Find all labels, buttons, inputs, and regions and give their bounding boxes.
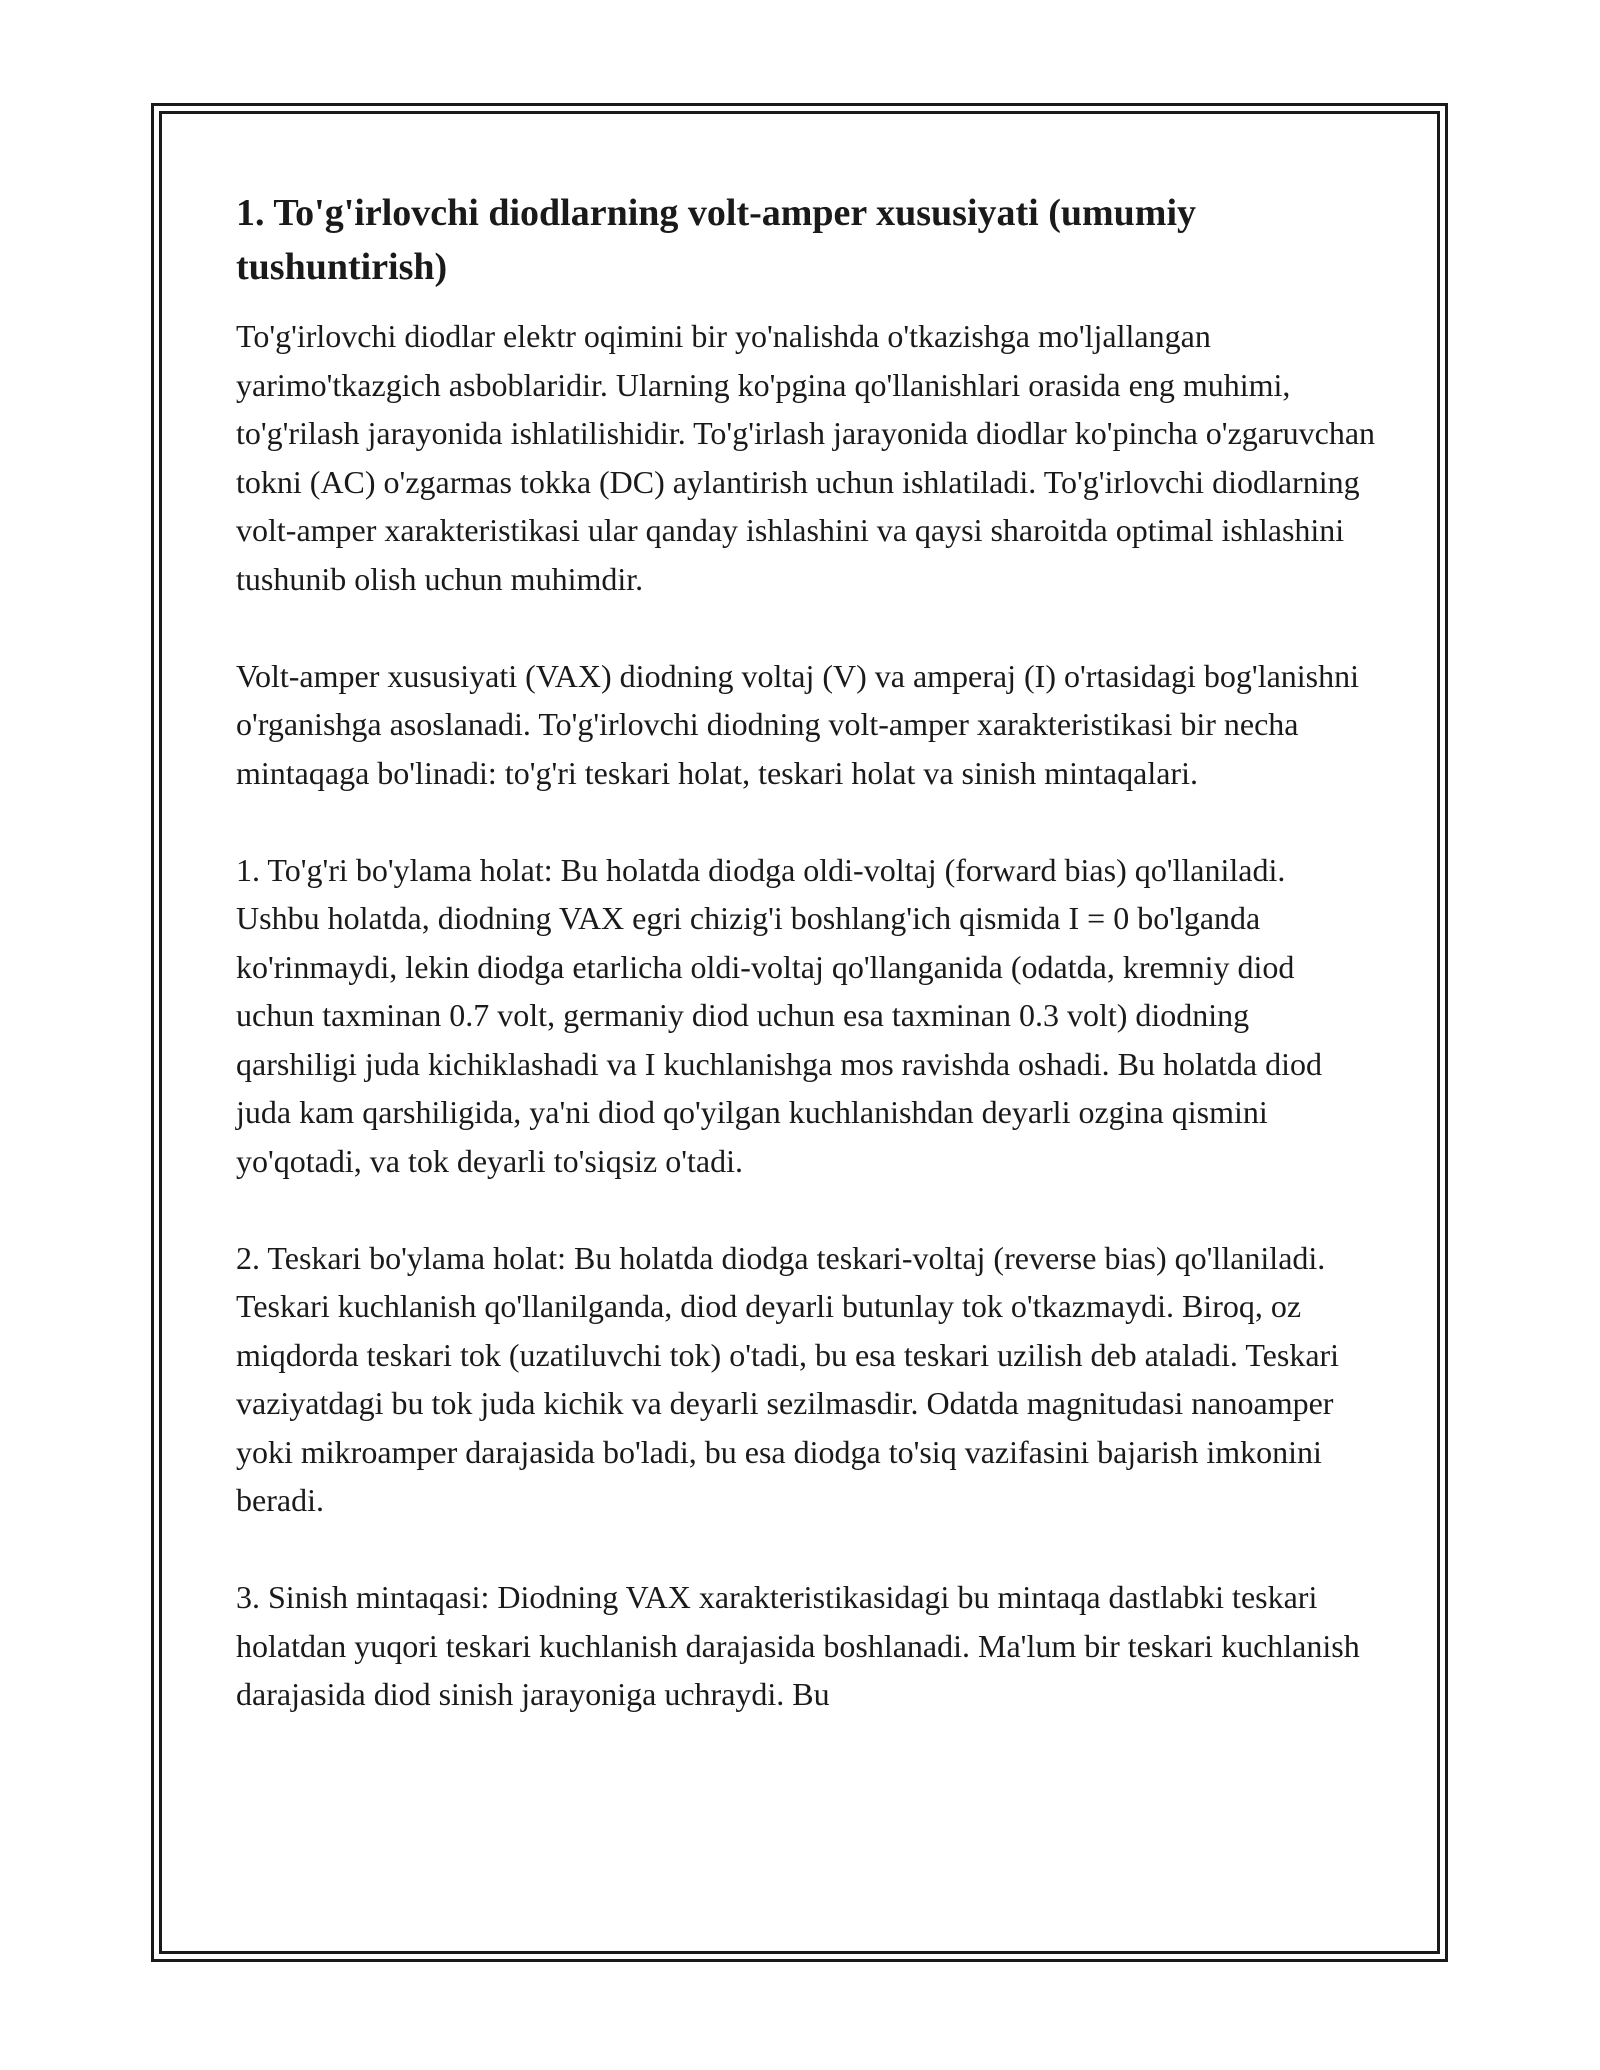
paragraph-breakdown-region: 3. Sinish mintaqasi: Diodning VAX xarakteristikasidagi bu mintaqa dastlabki teskari holatdan yuqori teskari kuchlanish darajasida boshlanadi. Ma'lum bir teskari kuchlanish darajasida diod sinish jarayoniga uchraydi. Bu <box>236 1579 1360 1712</box>
section-heading: 1. To'g'irlovchi diodlarning volt-amper xususiyati (umumiy tushuntirish) <box>236 192 1197 288</box>
paragraph-reverse-bias: 2. Teskari bo'ylama holat: Bu holatda diodga teskari-voltaj (reverse bias) qo'llaniladi. Teskari kuchlanish qo'llanilganda, diod deyarli butunlay tok o'tkazmaydi. Biroq, oz miqdorda teskari tok (uzatiluvchi tok) o'tadi, bu esa teskari uzilish deb ataladi. Teskari vaziyatdagi bu tok juda kichik va deyarli sezilmasdir. Odatda magnitudasi nanoamper yoki mikroamper darajasida bo'ladi, bu esa diodga to'siq vazifasini bajarish imkonini beradi. <box>236 1239 1340 1518</box>
paragraph-forward-bias: 1. To'g'ri bo'ylama holat: Bu holatda diodga oldi-voltaj (forward bias) qo'llaniladi. Ushbu holatda, diodning VAX egri chizig'i boshlang'ich qismida I = 0 bo'lganda ko'rinmaydi, lekin diodga etarlicha oldi-voltaj qo'llanganida (odatda, kremniy diod uchun taxminan 0.7 volt, germaniy diod uchun esa taxminan 0.3 volt) diodning qarshiligi juda kichiklashadi va I kuchlanishga mos ravishda oshadi. Bu holatda diod juda kam qarshiligida, ya'ni diod qo'yilgan kuchlanishdan deyarli ozgina qismini yo'qotadi, va tok deyarli to'siqsiz o'tadi. <box>236 851 1323 1179</box>
paragraph-vax-definition: Volt-amper xususiyati (VAX) diodning voltaj (V) va amperaj (I) o'rtasidagi bog'lanishni o'rganishga asoslanadi. To'g'irlovchi diodning volt-amper xarakteristikasi bir necha mintaqaga bo'linadi: to'g'ri teskari holat, teskari holat va sinish mintaqalari. <box>236 657 1360 791</box>
paragraph-intro: To'g'irlovchi diodlar elektr oqimini bir yo'nalishda o'tkazishga mo'ljallangan yarimo'tkazgich asboblaridir. Ularning ko'pgina qo'llanishlari orasida eng muhimi, to'g'rilash jarayonida ishlatilishidir. To'g'irlash jarayonida diodlar ko'pincha o'zgaruvchan tokni (AC) o'zgarmas tokka (DC) aylantirish uchun ishlatiladi. To'g'irlovchi diodlarning volt-amper xarakteristikasi ular qanday ishlashini va qaysi sharoitda optimal ishlashini tushunib olish uchun muhimdir. <box>236 318 1376 597</box>
document-body <box>236 186 1376 1767</box>
